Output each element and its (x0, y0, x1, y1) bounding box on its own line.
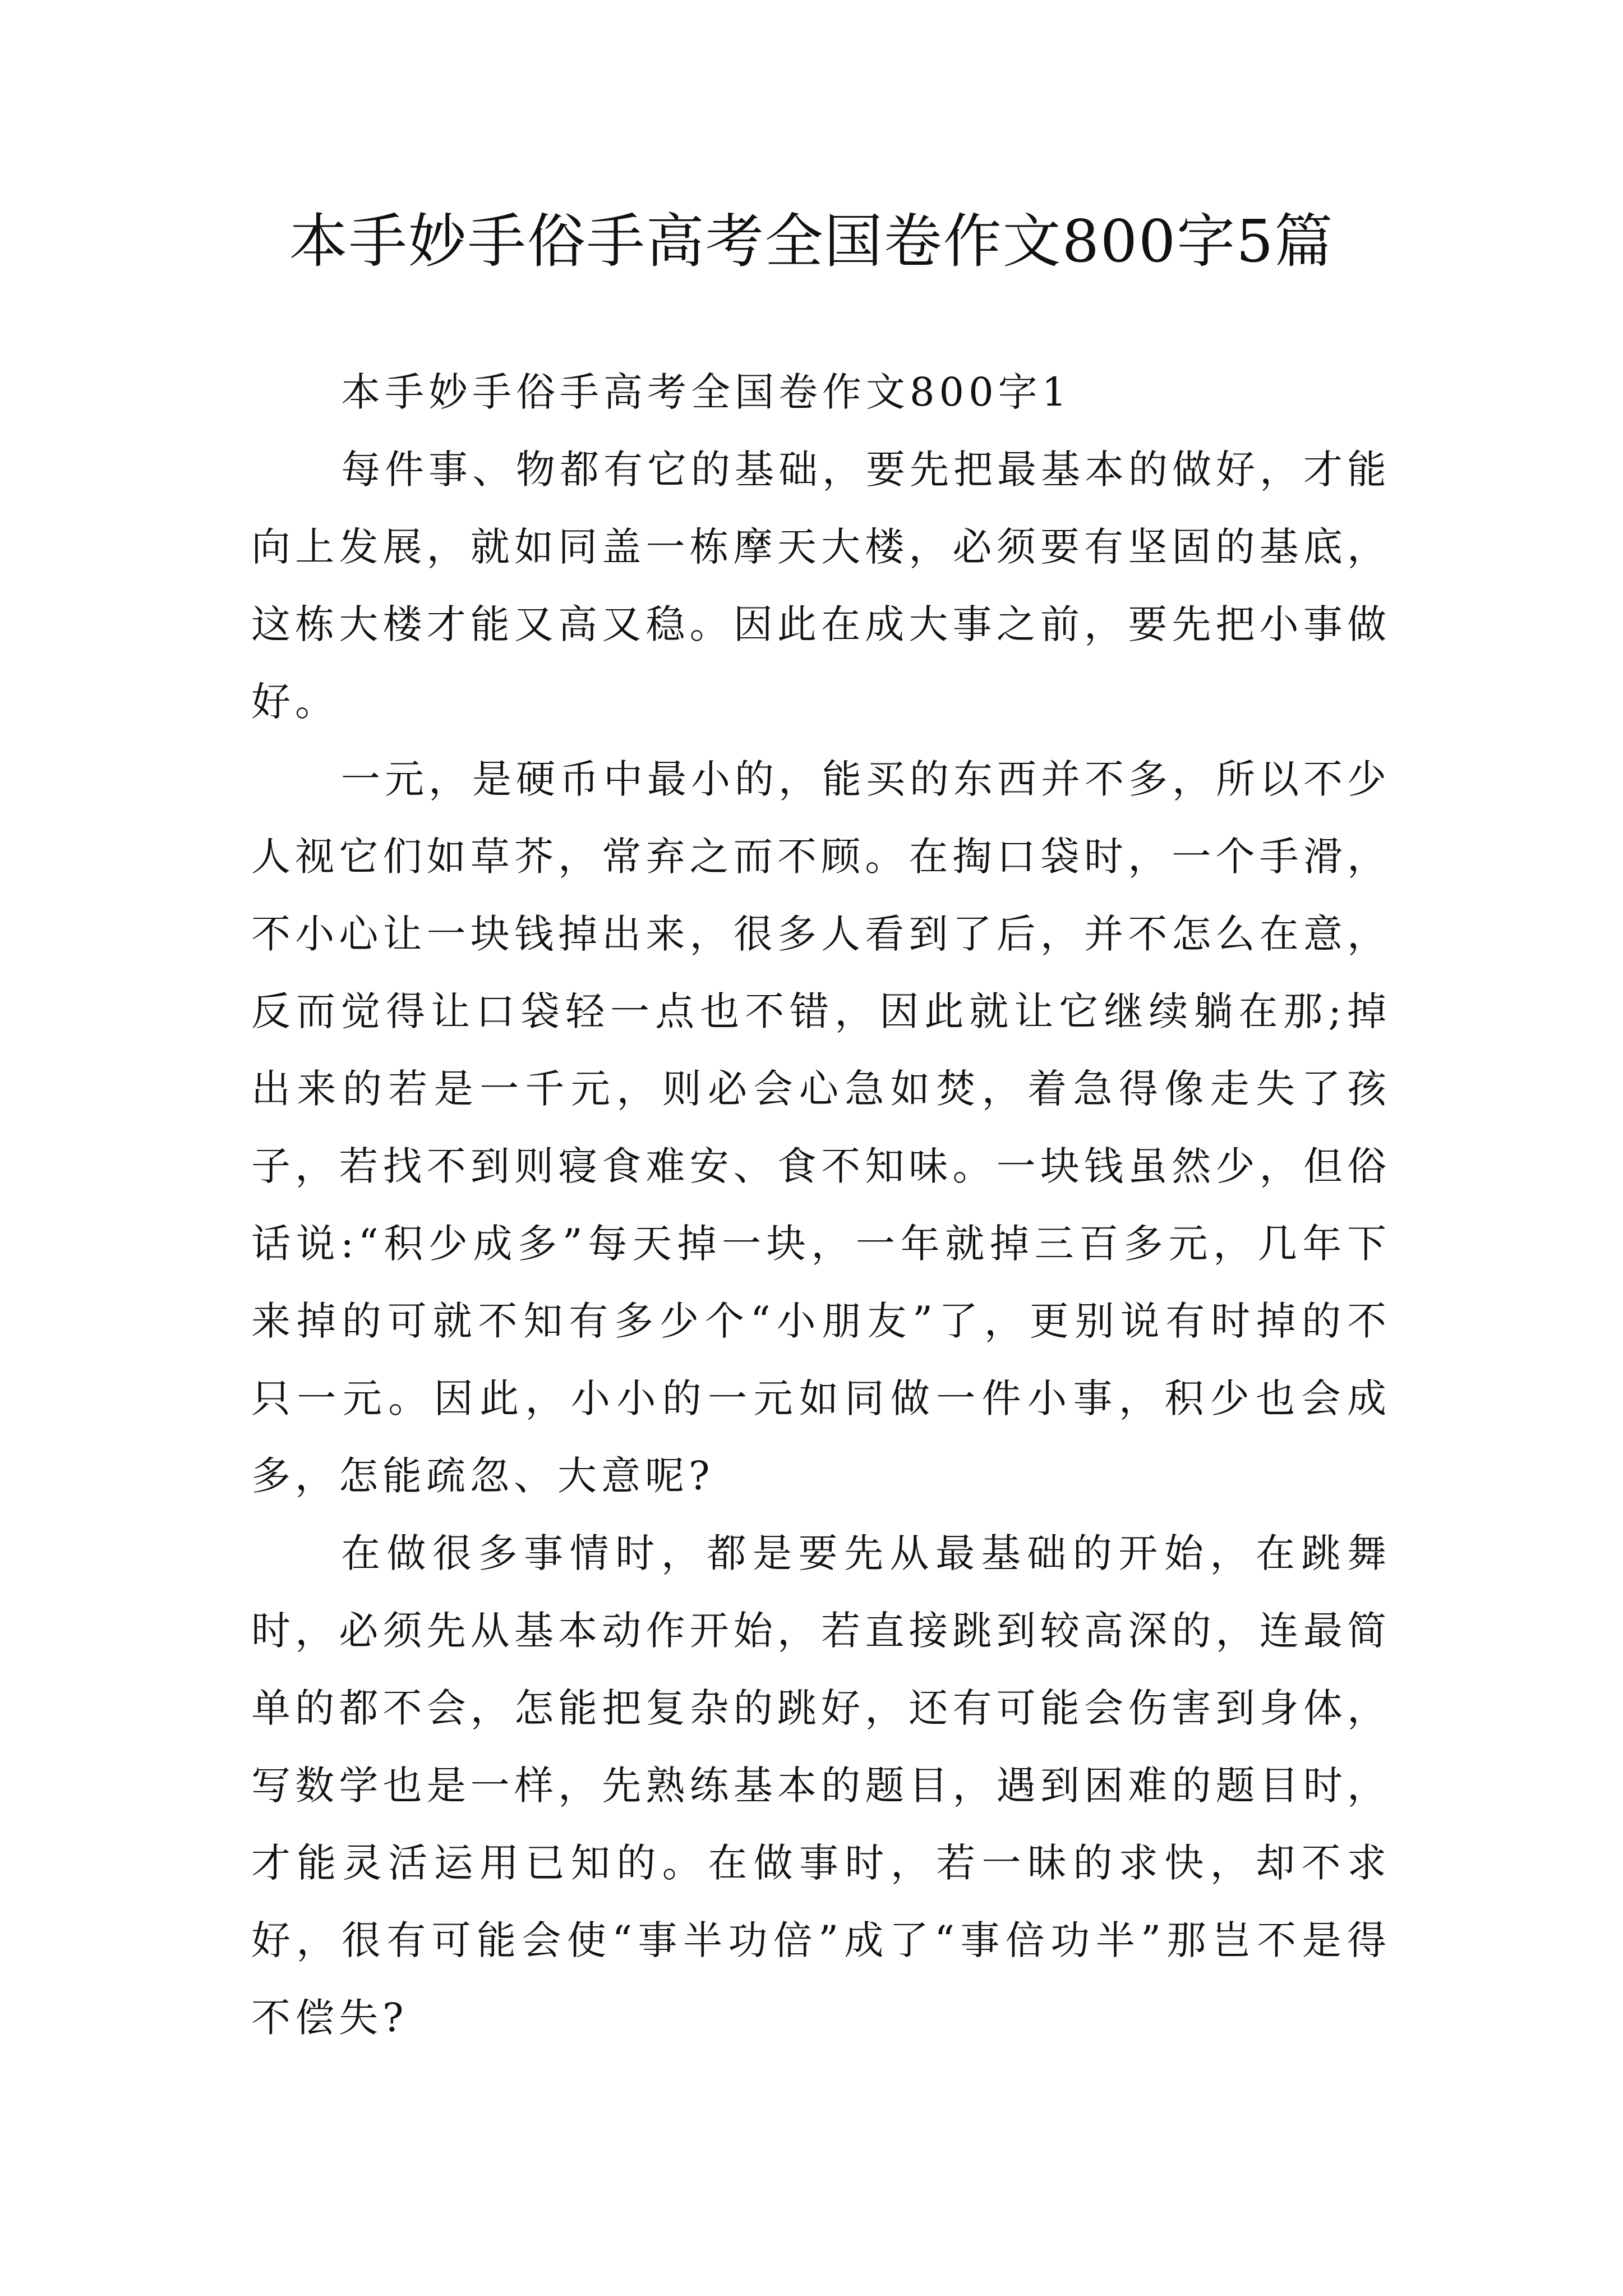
paragraph-2: 一元，是硬币中最小的，能买的东西并不多，所以不少人视它们如草芥，常弃之而不顾。在掏口袋时，一个手滑，不小心让一块钱掉出来，很多人看到了后，并不怎么在意，反而觉得让口袋轻一点也不错，因此就让它继续躺在那;掉出来的若是一千元，则必会心急如焚，着急得像走失了孩子，若找不到则寝食难安、食不知味。一块钱虽然少，但俗话说:“积少成多”每天掉一块，一年就掉三百多元，几年下来掉的可就不知有多少个“小朋友”了，更别说有时掉的不只一元。因此，小小的一元如同做一件小事，积少也会成多，怎能疏忽、大意呢? (251, 756, 1391, 1499)
section-heading: 本手妙手俗手高考全国卷作文800字1 (341, 369, 1072, 415)
document-body (251, 353, 1391, 2056)
document-title: 本手妙手俗手高考全国卷作文800字5篇 (289, 207, 1334, 275)
paragraph-3: 在做很多事情时，都是要先从最基础的开始，在跳舞时，必须先从基本动作开始，若直接跳到较高深的，连最简单的都不会，怎能把复杂的跳好，还有可能会伤害到身体，写数学也是一样，先熟练基本的题目，遇到困难的题目时，才能灵活运用已知的。在做事时，若一昧的求快，却不求好，很有可能会使“事半功倍”成了“事倍功半”那岂不是得不偿失? (251, 1530, 1391, 2041)
paragraph-1: 每件事、物都有它的基础，要先把最基本的做好，才能向上发展，就如同盖一栋摩天大楼，必须要有坚固的基底，这栋大楼才能又高又稳。因此在成大事之前，要先把小事做好。 (251, 447, 1391, 725)
